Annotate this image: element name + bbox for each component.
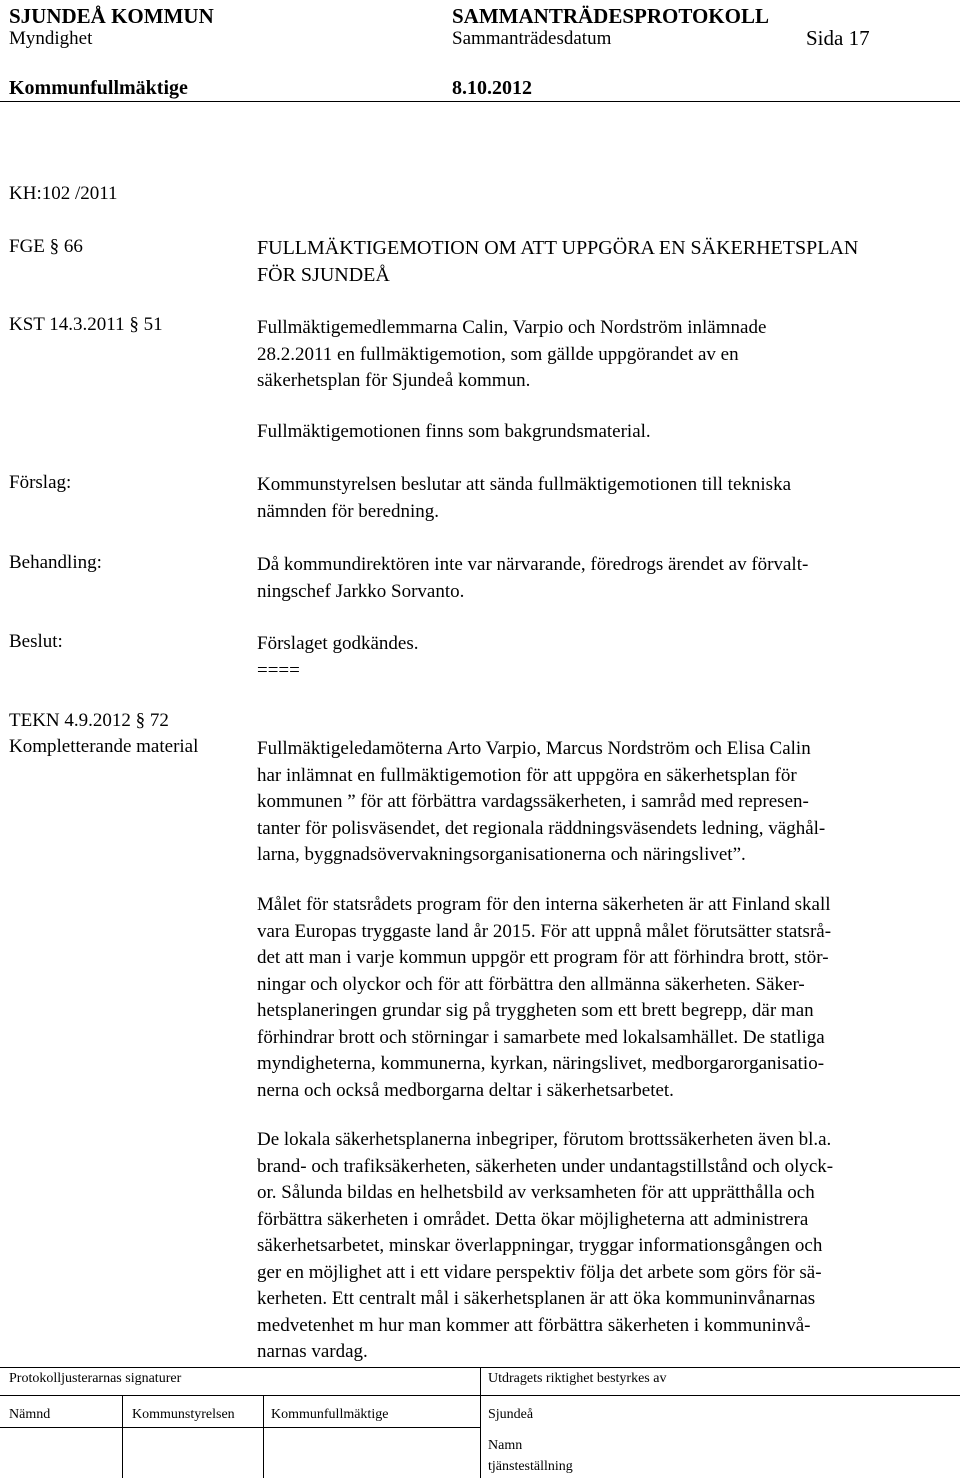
- text-line: kommunen ” för att förbättra vardagssäkerheten, i samråd med represen-: [257, 791, 809, 812]
- beslut-text: [257, 631, 418, 684]
- text-line: säkerhetsarbetet, minskar överlappningar, tryggar informationsgången och: [257, 1235, 823, 1256]
- item-title: [257, 235, 858, 289]
- authority-label: Myndighet: [9, 28, 93, 49]
- background-note: Fullmäktigemotionen finns som bakgrundsmaterial.: [257, 421, 651, 442]
- text-line: ningschef Jarkko Sorvanto.: [257, 580, 465, 602]
- item-title-line: FULLMÄKTIGEMOTION OM ATT UPPGÖRA EN SÄKERHETSPLAN: [257, 237, 859, 259]
- page-number: Sida 17: [806, 26, 870, 50]
- intro-paragraph: [257, 315, 766, 395]
- ref-tekn: TEKN 4.9.2012 § 72: [9, 710, 169, 731]
- text-line: Fullmäktigeledamöterna Arto Varpio, Marcus Nordström och Elisa Calin: [257, 738, 811, 759]
- text-line: brand- och trafiksäkerheten, säkerheten under undantagstillstånd och olyck-: [257, 1155, 834, 1177]
- text-line: tanter för polisväsendet, det regionala räddningsväsendets ledning, väghål-: [257, 817, 826, 839]
- text-line: hetsplaneringen grundar sig på tryggheten som ett brett begrepp, där man: [257, 1000, 814, 1021]
- ref-kh: KH:102 /2011: [9, 183, 118, 204]
- paragraph-3: [257, 1127, 957, 1366]
- decision-text: Förslaget godkändes.: [257, 633, 419, 654]
- footer-divider: [122, 1395, 123, 1478]
- beslut-label: Beslut:: [9, 631, 63, 652]
- org-name: SJUNDEÅ KOMMUN: [9, 4, 214, 28]
- text-line: medvetenhet m hur man kommer att förbättra säkerheten i kommuninvå-: [257, 1314, 811, 1336]
- signatures-label: Protokolljusterarnas signaturer: [9, 1371, 182, 1386]
- behandling-text: [257, 552, 808, 605]
- paragraph-2: [257, 892, 957, 1104]
- text-line: ningar och olyckor och för att förbättra den allmänna säkerheten. Säker-: [257, 973, 805, 995]
- paragraph-1: [257, 736, 957, 869]
- text-line: Målet för statsrådets program för den interna säkerheten är att Finland skall: [257, 894, 831, 915]
- authority: Kommunfullmäktige: [9, 77, 188, 99]
- footer-rule-left: [0, 1427, 480, 1428]
- verified-label: Utdragets riktighet bestyrkes av: [488, 1371, 667, 1386]
- ref-kst: KST 14.3.2011 § 51: [9, 314, 163, 335]
- footer-divider: [263, 1395, 264, 1478]
- text-line: har inlämnat en fullmäktigemotion för att uppgöra en säkerhetsplan för: [257, 764, 797, 786]
- forslag-text: [257, 472, 791, 525]
- text-line: Då kommundirektören inte var närvarande, föredrogs ärendet av förvalt-: [257, 554, 809, 575]
- footer-col-ks: Kommunstyrelsen: [132, 1407, 235, 1422]
- text-line: or. Sålunda bildas en helhetsbild av verksamheten för att upprätthålla och: [257, 1182, 815, 1203]
- text-line: larna, byggnadsövervakningsorganisationerna och näringslivet”.: [257, 844, 746, 865]
- header-rule: [0, 101, 960, 102]
- text-line: De lokala säkerhetsplanerna inbegriper, förutom brottssäkerheten även bl.a.: [257, 1129, 832, 1150]
- item-title-line: FÖR SJUNDEÅ: [257, 264, 390, 286]
- behandling-label: Behandling:: [9, 552, 102, 573]
- text-line: Fullmäktigemedlemmarna Calin, Varpio och Nordström inlämnade: [257, 317, 767, 338]
- text-line: säkerhetsplan för Sjundeå kommun.: [257, 370, 531, 392]
- text-line: nämnden för beredning.: [257, 500, 440, 522]
- text-line: nerna och också medborgarna deltar i säkerhetsarbetet.: [257, 1079, 674, 1101]
- supplementary-label: Kompletterande material: [9, 736, 199, 757]
- text-line: Kommunstyrelsen beslutar att sända fullmäktigemotionen till tekniska: [257, 474, 792, 495]
- text-line: det att man i varje kommun uppgör ett program för att förhindra brott, stör-: [257, 947, 829, 968]
- end-mark: ====: [257, 659, 300, 681]
- footer-col-kf: Kommunfullmäktige: [271, 1407, 389, 1422]
- footer-name-label: Namn: [488, 1438, 523, 1453]
- text-line: vara Europas tryggaste land år 2015. För att uppnå målet förutsätter statsrå-: [257, 920, 832, 942]
- footer-divider: [480, 1367, 481, 1478]
- text-line: förhindrar brott och störningar i samarbete med lokalsamhället. De statliga: [257, 1026, 825, 1048]
- meeting-date: 8.10.2012: [452, 77, 532, 99]
- doc-type: SAMMANTRÄDESPROTOKOLL: [452, 4, 769, 28]
- text-line: 28.2.2011 en fullmäktigemotion, som gällde uppgörandet av en: [257, 343, 739, 365]
- text-line: narnas vardag.: [257, 1341, 368, 1362]
- date-label: Sammanträdesdatum: [452, 28, 612, 49]
- footer-col-namnd: Nämnd: [9, 1407, 51, 1422]
- footer-place: Sjundeå: [488, 1407, 534, 1422]
- footer-title-label: tjänsteställning: [488, 1459, 573, 1474]
- text-line: myndigheterna, kommunerna, kyrkan, näringslivet, medborgarorganisatio-: [257, 1053, 825, 1074]
- text-line: ger en möjlighet att i ett vidare perspektiv följa det arbete som görs för sä-: [257, 1261, 822, 1283]
- forslag-label: Förslag:: [9, 472, 72, 493]
- text-line: förbättra säkerheten i området. Detta ökar möjligheterna att administrera: [257, 1208, 809, 1230]
- text-line: kerheten. Ett centralt mål i säkerhetsplanen är att öka kommuninvånarnas: [257, 1288, 816, 1309]
- ref-fge: FGE § 66: [9, 236, 83, 257]
